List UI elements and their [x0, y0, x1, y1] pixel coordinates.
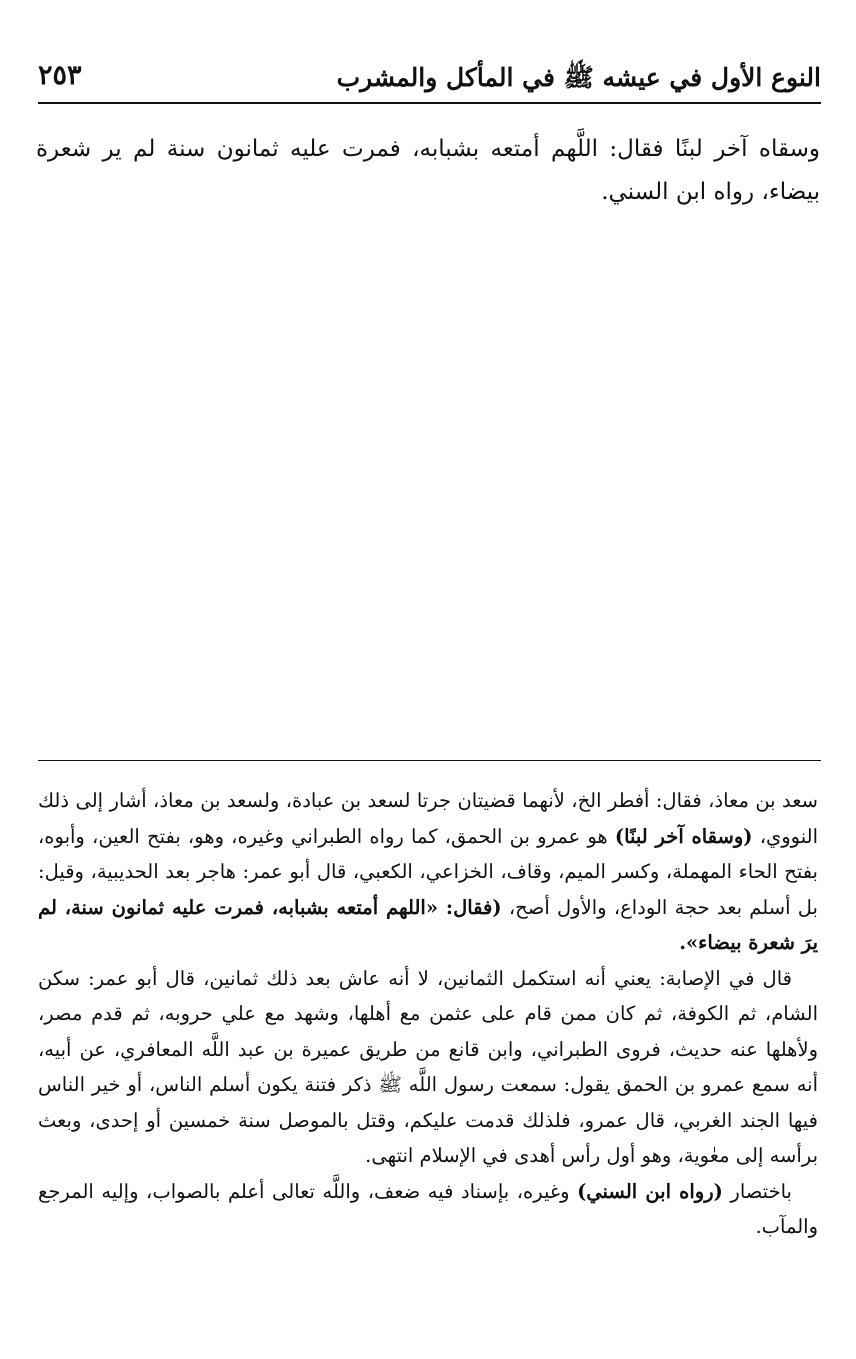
footnote-paragraph-3	[38, 1174, 818, 1245]
page-number: ٢٥٣	[38, 60, 82, 91]
running-header	[38, 52, 821, 104]
footnote-divider	[38, 760, 821, 761]
footnote-text: سعد بن معاذ، فقال: أفطر الخ، لأنهما قضيتان جرتا لسعد بن عبادة، ولسعد بن معاذ، أشار إلى ذلك النووي،	[38, 789, 818, 848]
footnote-text: هو عمرو بن الحمق، كما رواه الطبراني وغيره، وهو، بفتح العين، وأبوه، بفتح الحاء المهملة، وكسر الميم، وقاف، الخزاعي، الكعبي، قال أبو عمر: هاجر بعد الحديبية، وقيل: بل أسلم بعد حجة الوداع، والأول أصح،	[38, 824, 818, 919]
footnote-bold-quote: (رواه ابن السني)	[577, 1179, 723, 1203]
footnote-text: وغيره، بإسناد فيه ضعف، واللَّه تعالى أعلم بالصواب، وإليه المرجع والمآب.	[38, 1179, 818, 1238]
footnote-text: باختصار	[722, 1179, 792, 1203]
footnote-paragraph-2	[38, 961, 818, 1174]
main-text: وسقاه آخر لبنًا فقال: اللَّهم أمتعه بشبابه، فمرت عليه ثمانون سنة لم ير شعرة بيضاء، رواه ابن السني.	[36, 136, 820, 205]
footnote-paragraph-1	[38, 783, 818, 961]
footnote-text: قال في الإصابة: يعني أنه استكمل الثمانين، لا أنه عاش بعد ذلك ثمانين، قال أبو عمر: سكن الشام، ثم الكوفة، ثم كان ممن قام على عثمن مع أهلها، وشهد مع علي حروبه، ثم قدم مصر، ولأهلها عنه حديث، فروى الطبراني، وابن قانع من طريق عميرة بن عبد اللَّه المعافري، عن أبيه، أنه سمع عمرو بن الحمق يقول: سمعت رسول اللَّه ﷺ ذكر فتنة يكون أسلم الناس، أو خير الناس فيها الجند الغربي، قال عمرو، فلذلك قدمت عليكم، وقتل بالموصل سنة خمسين أو إحدى، وبعث برأسه إلى معٰوية، وهو أول رأس أهدى في الإسلام انتهى.	[38, 966, 818, 1167]
footnote-bold-quote: (وسقاه آخر لبنًا)	[614, 824, 753, 848]
footnote-bold-quote: (فقال: «اللهم أمتعه بشبابه، فمرت عليه ثمانون سنة، لم يرَ شعرة بيضاء».	[38, 895, 818, 954]
footnotes-section	[38, 783, 818, 1245]
header-title: النوع الأول في عيشه ﷺ في المأكل والمشرب	[336, 63, 821, 92]
